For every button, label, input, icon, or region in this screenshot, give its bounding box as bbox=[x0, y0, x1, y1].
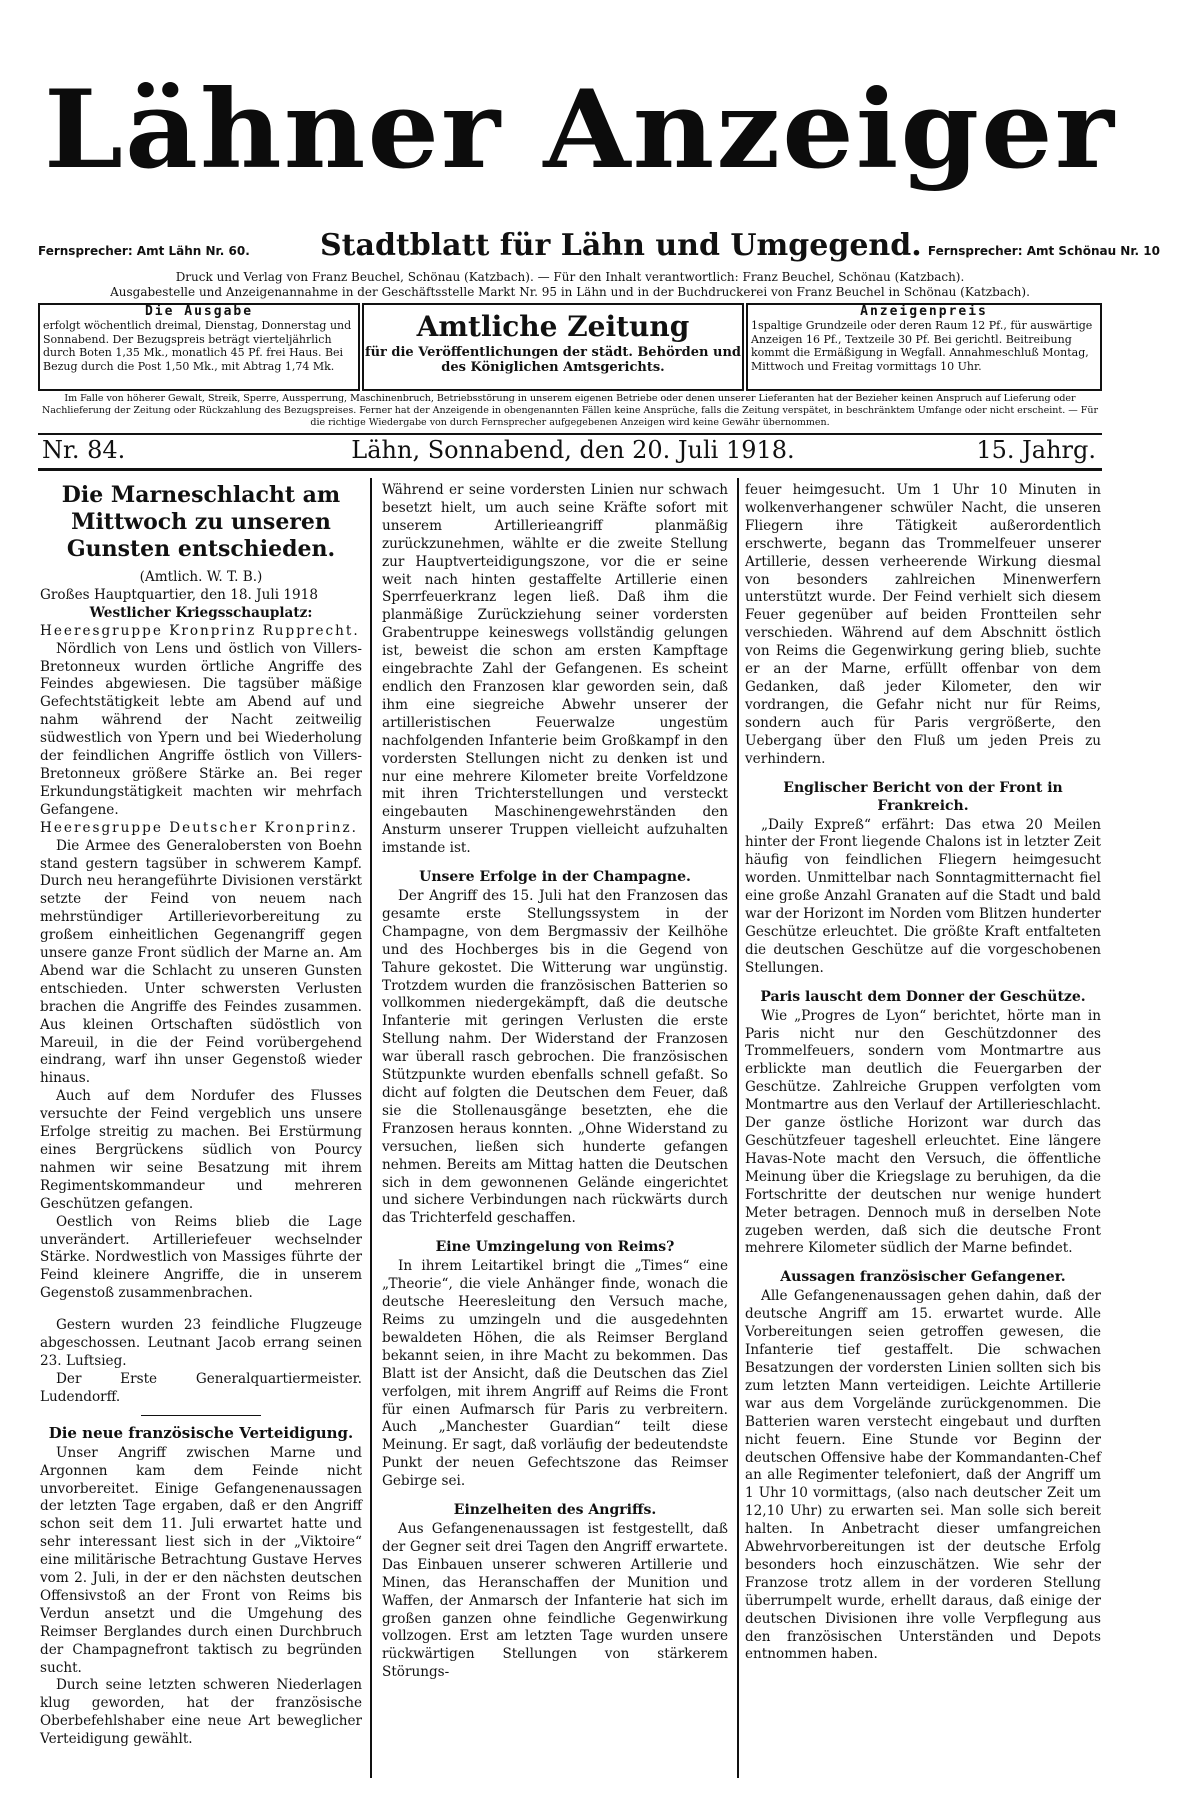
column-rule bbox=[737, 478, 739, 1778]
article-paragraph: In ihrem Leitartikel bringt die „Times“ eine „Theorie“, die viele Anhänger finde, wonach die deutsche Heeresleitung den Versuch mache, Reims zu umzingeln und die ausgedehnten bewaldeten Höhen, die als Reimser Bergland bekannt seien, in ihre Macht zu bekommen. Das Blatt ist der Ansicht, daß die Deutschen das Ziel verfolgen, mit ihrem Angriff auf Reims die Front für einen Aufmarsch für Paris zu verbreitern. Auch „Manchester Guardian“ teilt diese Meinung. Er sagt, daß vorläufig der bedeutendste Punkt der neuen Gefechtszone das Reimser Gebirge sei. bbox=[382, 1258, 728, 1490]
ad-price-heading: Anzeigenpreis bbox=[860, 304, 988, 319]
article-paragraph: Der Angriff des 15. Juli hat den Franzosen das gesamte erste Stellungssystem in der Champagne, von dem Bergmassiv der Keilhöhe und des Hochberges bis in die Gegend von Tahure gekostet. Die Witterung war ungünstig. Trotzdem wurden die französischen Batterien so vollkommen niedergekämpft, daß die deutsche Infanterie mit geringen Verlusten die erste Stellung nahm. Der Widerstand der Franzosen war überall rasch gebrochen. Die französischen Stützpunkte wurden ebenfalls schnell gefaßt. So dicht auf folgten die Deutschen dem Feuer, daß sie die Stollenausgänge besetzten, ehe die Franzosen heraus konnten. „Ohne Widerstand zu versuchen, ließen sich hunderte gefangen nehmen. Bereits am Mittag hatten die Deutschen sich in dem gewonnenen Gelände eingerichtet und sichere Verbindungen nach rückwärts durch das Trichterfeld geschaffen. bbox=[382, 888, 728, 1227]
section-headline: Eine Umzingelung von Reims? bbox=[435, 1239, 675, 1256]
ad-price-box bbox=[746, 303, 1102, 391]
article-paragraph: feuer heimgesucht. Um 1 Uhr 10 Minuten in wolkenverhangener schwüler Nacht, die unseren Fliegern ihre Tätigkeit außerordentlich erschwerte, begann das Trommelfeuer unserer Artillerie, dessen verheerende Wirkung diesmal von besonders zahlreichen Minenwerfern unterstützt wurde. Der Feind verhielt sich diesem Feuer gegenüber auf beiden Frontteilen sehr verschieden. Während auf dem Abschnitt östlich von Reims die Gegenwirkung gering blieb, suchte er an der Marne, erfüllt offenbar von dem Gedanken, daß jeder Kilometer, den wir vordrangen, die Gefahr nicht nur für Reims, sondern auch für Paris vergrößerte, den Uebergang über den Fluß um jeden Preis zu verhindern. bbox=[745, 482, 1101, 767]
news-source: (Amtlich. W. T. B.) bbox=[139, 569, 263, 585]
article-paragraph: Alle Gefangenenaussagen gehen dahin, daß der deutsche Angriff am 15. erwartet wurde. Alle Vorbereitungen seien getroffen gewesen, die Infanterie tief gestaffelt. Die schwachen Besatzungen der vordersten Linien sollten sich bis zum letzten Mann verteidigen. Leichte Artillerie war aus dem Vorgelände zurückgenommen. Die Batterien waren verstecht eingebaut und durften nicht feuern. Eine Stunde vor Beginn der deutschen Offensive habe der Kommandanten-Chef an alle Regimenter telefoniert, daß der Angriff um 1 Uhr 10 vormittags, (also nach deutscher Zeit um 12,10 Uhr) zu erwarten sei. Man solle sich bereit halten. In Anbetracht dieser umfangreichen Abwehrvorbereitungen ist der deutsche Erfolg besonders hoch einzuschätzen. Wie sehr der Franzose trotz allem in der vorderen Stellung überrumpelt wurde, erhellt daraus, daß einige der deutschen Divisionen ihre volle Verpflegung aus den französischen Unterständen und Depots entnommen haben. bbox=[745, 1288, 1101, 1663]
lead-headline: Die Marneschlacht am Mittwoch zu unseren Gunsten entschieden. bbox=[61, 482, 341, 562]
article-paragraph: Wie „Progres de Lyon“ berichtet, hörte man in Paris nicht nur den Geschützdonner des Trommelfeuers, sondern vom Montmartre aus erblickte man deutlich die Feuergarben der Geschütze. Zahlreiche Gruppen verfolgten vom Montmartre aus den Verlauf der Artillerieschlacht. Der ganze östliche Horizont war durch das Geschützfeuer tageshell erleuchtet. Eine längere Havas-Note macht den Versuch, die öffentliche Meinung über die Kriegslage zu beruhigen, da die Fortschritte der deutschen nur wenige hundert Meter betragen. Dennoch muß in derselben Note zugeben werden, daß sich die deutsche Front mehrere Kilometer südlich der Marne befindet. bbox=[745, 1007, 1101, 1257]
newspaper-subtitle: Stadtblatt für Lähn und Umgegend. bbox=[320, 228, 922, 263]
article-paragraph: Durch seine letzten schweren Niederlagen klug geworden, hat der französische Oberbefehlshaber eine neue Art beweglicher Verteidigung gewählt. bbox=[40, 1677, 362, 1748]
imprint-line-1: Druck und Verlag von Franz Beuchel, Schönau (Katzbach). — Für den Inhalt verantwortlich: Franz Beuchel, Schönau (Katzbach). bbox=[175, 270, 965, 284]
dateline bbox=[38, 433, 1102, 471]
article-paragraph: Unser Angriff zwischen Marne und Argonnen kam dem Feinde nicht unvorbereitet. Einige Gefangenenaussagen der letzten Tage ergaben, daß er den Angriff schon seit dem 11. Juli erwartet hatte und sehr interessant liest sich in der „Viktoire“ eine militärische Betrachtung Gustave Herves vom 2. Juli, in der er den nächsten deutschen Offensivstoß an der Front von Reims bis Verdun ansetzt und die Umgehung des Reimser Berglandes durch einen Durchbruch der Champagnefront taktisch zu begründen sucht. bbox=[40, 1444, 362, 1676]
dispatch-line: Großes Hauptquartier, den 18. Juli 1918 bbox=[40, 586, 318, 603]
subscription-heading: Die Ausgabe bbox=[144, 304, 254, 319]
subscription-text: erfolgt wöchentlich dreimal, Dienstag, Donnerstag und Sonnabend. Der Bezugspreis beträgt vierteljährlich durch Boten 1,35 Mk., monatlich 45 Pf. frei Haus. Bei Bezug durch die Post 1,50 Mk., mit Abtrag 1,74 Mk. bbox=[43, 319, 352, 373]
phone-right: Fernsprecher: Amt Schönau Nr. 10 bbox=[927, 244, 1160, 258]
article-paragraph: Gestern wurden 23 feindliche Flugzeuge abgeschossen. Leutnant Jacob errang seinen 23. Luftsieg. bbox=[40, 1317, 362, 1369]
place-date: Lähn, Sonnabend, den 20. Juli 1918. bbox=[351, 436, 795, 464]
army-group-heading: Heeresgruppe Deutscher Kronprinz. bbox=[40, 819, 358, 836]
section-headline: Paris lauscht dem Donner der Geschütze. bbox=[760, 988, 1086, 1005]
column-3 bbox=[745, 482, 1101, 1664]
column-2 bbox=[382, 482, 728, 1682]
official-paper-subtitle: für die Veröffentlichungen der städt. Behörden und des Königlichen Amtsgerichts. bbox=[364, 345, 741, 375]
army-group-heading: Heeresgruppe Kronprinz Rupprecht. bbox=[40, 622, 360, 639]
signature-line: Der Erste Generalquartiermeister. Ludendorff. bbox=[40, 1370, 362, 1405]
theater-heading: Westlicher Kriegsschauplatz: bbox=[89, 604, 313, 621]
article-paragraph: „Daily Expreß“ erfährt: Das etwa 20 Meilen hinter der Front liegende Chalons ist in letzter Zeit häufig von feindlichen Fliegern heimgesucht worden. Unmittelbar nach Sonntagmitternacht fiel eine große Anzahl Granaten auf die Stadt und bald war der Horizont im Norden vom Blitzen hunderter Geschütze erleuchtet. Die größte Kraft entfalteten die deutschen Geschütze auf die vorgeschobenen Stellungen. bbox=[745, 816, 1101, 976]
article-paragraph: Aus Gefangenenaussagen ist festgestellt, daß der Gegner seit drei Tagen den Angriff erwartete. Das Einbauen unserer schweren Artillerie und Minen, das Heranschaffen der Munition und Waffen, der Anmarsch der Infanterie hat sich im großen ganzen ohne feindliche Gegenwirkung vollzogen. Erst am letzten Tage wurden unsere rückwärtigen Stellungen von stärkerem Störungs- bbox=[382, 1521, 728, 1681]
article-paragraph: Auch auf dem Nordufer des Flusses versuchte der Feind vergeblich uns unsere Erfolge streitig zu machen. Bei Erstürmung eines Bergrückens südlich von Pourcy nahmen wir seine Besatzung mit ihrem Regimentskommandeur und mehreren Geschützen gefangen. bbox=[40, 1088, 362, 1212]
section-headline: Einzelheiten des Angriffs. bbox=[453, 1502, 657, 1519]
section-headline: Unsere Erfolge in der Champagne. bbox=[419, 869, 691, 886]
phone-left: Fernsprecher: Amt Lähn Nr. 60. bbox=[38, 244, 250, 258]
subscription-box bbox=[38, 303, 360, 391]
column-1 bbox=[40, 482, 362, 1749]
official-paper-title: Amtliche Zeitung bbox=[416, 310, 690, 343]
column-rule bbox=[370, 478, 372, 1778]
issue-number: Nr. 84. bbox=[42, 436, 126, 464]
article-paragraph: Nördlich von Lens und östlich von Villers-Bretonneux wurden örtliche Angriffe des Feindes abgewiesen. Die tagsüber mäßige Gefechtstätigkeit lebte am Abend auf und nahm während der Nacht zeitweilig südwestlich von Ypern und bei Wiederholung der feindlichen Angriffe östlich von Villers-Bretonneux größere Stärke an. Bei reger Erkundungstätigkeit machten wir mehrfach Gefangene. bbox=[40, 640, 362, 818]
delivery-notice: Im Falle von höherer Gewalt, Streik, Sperre, Aussperrung, Maschinenbruch, Betriebsstörung in unserem eigenen Betriebe oder denen unserer Lieferanten hat der Bezieher keinen Anspruch auf Lieferung oder Nachlieferung der Zeitung oder Rückzahlung des Bezugspreises. Ferner hat der Anzeigende in obengenannten Fällen keine Ansprüche, falls die Zeitung verspätet, in beschränktem Umfange oder nicht erscheint. — Für die richtige Wiedergabe von durch Fernsprecher aufgegebenen Anzeigen wird keine Gewähr übernommen. bbox=[41, 393, 1099, 428]
section-headline: Die neue französische Verteidigung. bbox=[48, 1423, 354, 1442]
section-headline: Aussagen französischer Gefangener. bbox=[780, 1269, 1066, 1286]
article-paragraph: Oestlich von Reims blieb die Lage unverändert. Artilleriefeuer wechselnder Stärke. Nordwestlich von Massiges führte der Feind kleinere Angriffe, die in unserem Gegenstoß zusammenbrachen. bbox=[40, 1213, 362, 1302]
article-paragraph: Während er seine vordersten Linien nur schwach besetzt hielt, um auch seine Kräfte sofort mit unserem Artillerieangriff planmäßig zurückzunehmen, wählte er die zweite Stellung zur Hauptverteidigungszone, vor die er seine weit nach hinten gestaffelte Artillerie einen Sperrfeuerkranz legen ließ. Daß ihm die planmäßige Zurückziehung seiner vordersten Grabentruppe keineswegs vollständig gelungen ist, beweist die schon am ersten Kampftage eingebrachte Zahl der Gefangenen. Es scheint endlich den Franzosen klar geworden sein, daß ihm eine siegreiche Abwehr unserer der artilleristischen Feuerwalze ungestüm nachfolgenden Infanterie beim Großkampf in den vordersten Stellungen nicht zu denken ist und nur eine mehrere Kilometer breite Vorfeldzone mit ihren Trichterstellungen und versteckt eingebauten Maschinengewehrständen den Ansturm unserer Truppen vielleicht aufzuhalten imstande ist. bbox=[382, 482, 728, 857]
section-divider bbox=[141, 1415, 261, 1416]
imprint-line-2: Ausgabestelle und Anzeigenannahme in der Geschäftsstelle Markt Nr. 95 in Lähn und in der Buchdruckerei von Franz Beuchel in Schönau (Katzbach). bbox=[110, 285, 1030, 299]
section-headline: Englischer Bericht von der Front in Frankreich. bbox=[783, 779, 1063, 814]
article-paragraph: Die Armee des Generalobersten von Boehn stand gestern tagsüber in schwerem Kampf. Durch neu herangeführte Divisionen verstärkt setzte der Feind von neuem nach mehrstündiger Artillerievorbereitung zu großem einheitlichen Gegenangriff gegen unsere ganze Front südlich der Marne an. Am Abend war die Schlacht zu unseren Gunsten entschieden. Unter schwersten Verlusten brachen die Angriffe des Feindes zusammen. Aus kleinen Ortschaften südöstlich von Mareuil, in die der Feind vorübergehend eindrang, warf ihn unser Gegenstoß wieder hinaus. bbox=[40, 837, 362, 1087]
newspaper-title: Lähner Anzeiger bbox=[44, 67, 1116, 193]
volume-year: 15. Jahrg. bbox=[976, 436, 1096, 464]
ad-price-text: 1spaltige Grundzeile oder deren Raum 12 Pf., für auswärtige Anzeigen 16 Pf., Textzeile 30 Pf. Bei gerichtl. Beitreibung kommt die Ermäßigung in Wegfall. Annahmeschluß Montag, Mittwoch und Freitag vormittags 10 Uhr. bbox=[751, 319, 1093, 373]
official-paper-box bbox=[362, 303, 744, 391]
